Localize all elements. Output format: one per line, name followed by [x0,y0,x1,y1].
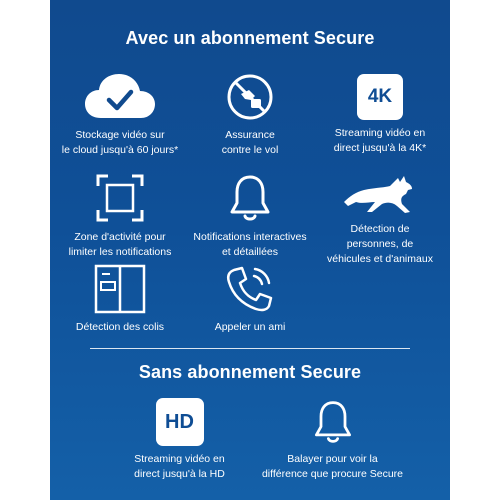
feature-swipe-compare [250,398,415,482]
phone-icon [224,264,276,314]
activity-zone-icon [94,172,146,224]
cloud-check-icon [83,72,157,122]
without-subscription-title: Sans abonnement Secure [138,362,362,382]
section-divider [90,348,410,349]
feature-4k-streaming [315,72,445,156]
feature-theft-insurance [185,72,315,158]
feature-label: Balayer pour voir la différence que procure Secure [261,453,404,480]
feature-label: Détection des colis [75,321,165,333]
with-subscription-title: Avec un abonnement Secure [125,28,375,48]
feature-label: Zone d'activité pour limiter les notifications [68,231,172,258]
bell-icon [224,172,276,224]
cat-icon [342,172,418,216]
package-door-icon [94,264,146,314]
feature-hd-streaming [112,398,247,482]
feature-notifications [185,172,315,260]
feature-detection [315,172,445,267]
hd-icon: HD [156,398,204,446]
subscription-panel [50,0,450,500]
feature-cloud-storage [55,72,185,158]
feature-label: Stockage vidéo sur le cloud jusqu'à 60 jours* [61,129,179,156]
feature-label: Streaming vidéo en direct jusqu'à la 4K* [333,127,427,154]
4k-icon: 4K [357,74,403,120]
feature-activity-zone [55,172,185,260]
feature-call-friend [185,264,315,335]
feature-label: Détection de personnes, de véhicules et d'animaux [327,223,433,265]
feature-package-detection [55,264,185,335]
bell-icon [309,398,357,446]
feature-label: Assurance contre le vol [221,129,279,156]
feature-label: Appeler un ami [214,321,286,333]
no-theft-icon [224,72,276,122]
feature-label: Notifications interactives et détaillées [193,231,307,258]
feature-label: Streaming vidéo en direct jusqu'à la HD [134,453,225,480]
